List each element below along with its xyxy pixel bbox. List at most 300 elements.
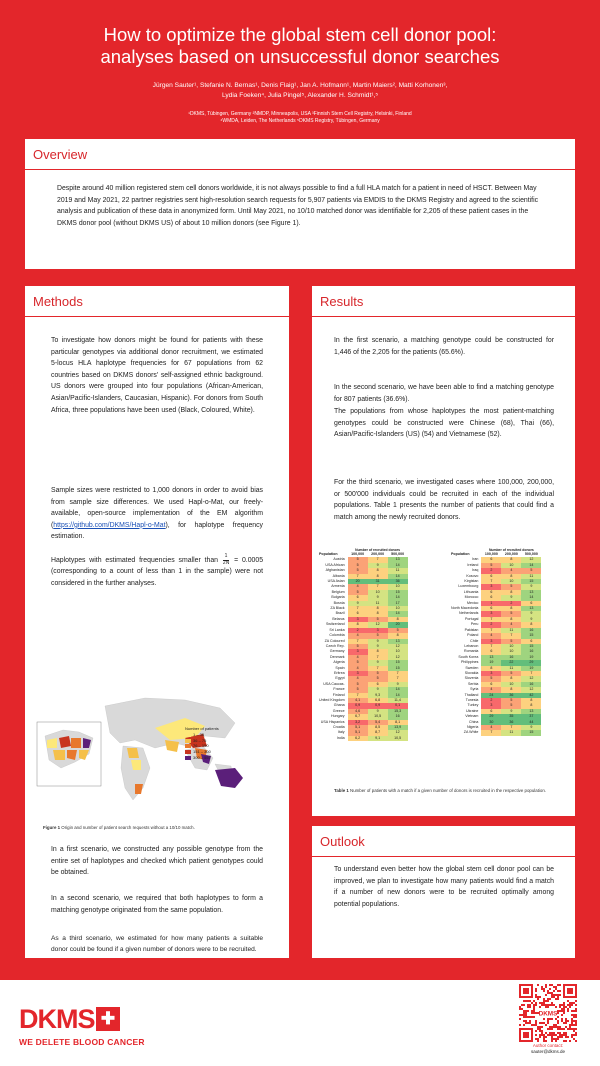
match-count-cell: 15	[388, 590, 408, 595]
match-count-cell: 7	[348, 639, 368, 644]
match-count-cell: 31	[368, 579, 388, 584]
match-count-cell: 14	[388, 687, 408, 692]
match-count-cell: 7	[348, 574, 368, 579]
match-count-cell: 12	[388, 730, 408, 735]
match-count-cell: 9	[368, 644, 388, 649]
match-count-cell: 7	[388, 671, 408, 676]
match-count-cell: 4	[348, 584, 368, 589]
match-count-cell: 6,7	[348, 714, 368, 719]
match-count-cell: 8	[501, 590, 521, 595]
population-name: Romania	[463, 649, 479, 654]
match-count-cell: 16	[501, 655, 521, 660]
match-count-cell: 5	[348, 563, 368, 568]
match-count-cell: 0,9	[348, 703, 368, 708]
population-name: Greece	[332, 708, 345, 713]
match-count-cell: 4	[481, 633, 501, 638]
population-name: Egypt	[335, 676, 345, 681]
population-name: USA African	[325, 562, 345, 567]
match-count-cell: 7	[501, 633, 521, 638]
frequency-threshold: = 0.0005	[234, 556, 264, 564]
match-count-cell: 8	[501, 676, 521, 681]
match-count-cell: 6,8	[368, 698, 388, 703]
col-header-population: Population	[319, 552, 338, 556]
population-name: Tunesia	[465, 697, 479, 702]
legend-label: 1 – 35	[193, 731, 205, 737]
match-count-cell: 16	[388, 714, 408, 719]
match-count-cell: 10	[501, 579, 521, 584]
logo-text: DKMS	[19, 1004, 95, 1034]
methods-p2-start: Sample sizes were restricted to 1,000 donors in order to avoid bias from sample size differences. We used Hapl-o-Mat, our freely-available, open-source implementation of the EM algorithm (	[51, 487, 263, 529]
population-name: Serbia	[467, 681, 479, 686]
match-count-cell: 24	[481, 693, 501, 698]
population-name: Nigeria	[466, 725, 479, 729]
match-count-cell: 5,4	[368, 720, 388, 725]
population-name: Luxembourg	[458, 584, 479, 589]
outlook-panel	[312, 826, 575, 958]
match-count-cell: 1	[481, 601, 501, 606]
match-count-cell: 16	[521, 649, 541, 654]
match-count-cell: 8,7	[368, 730, 388, 735]
match-count-cell: 8	[521, 622, 541, 627]
legend-item	[185, 755, 219, 761]
world-map-figure	[35, 688, 261, 822]
methods-paragraph-4: In a first scenario, we constructed any possible genotype from the entire set of haplotypes and checked which patient genotypes could be obtained.	[51, 846, 263, 877]
match-count-cell: 0,1	[388, 703, 408, 708]
col-header-population: Population	[451, 552, 470, 556]
population-name: South Korea	[458, 654, 479, 659]
hapl-o-mat-link[interactable]: https://github.com/DKMS/Hapl-o-Mat	[53, 521, 166, 529]
match-count-cell: 9	[368, 687, 388, 692]
population-name: Spain	[335, 665, 345, 670]
fraction	[223, 554, 229, 566]
match-count-cell: 12	[388, 655, 408, 660]
match-count-cell: 8	[501, 557, 521, 562]
match-count-cell: 12	[388, 644, 408, 649]
match-count-cell: 11	[521, 574, 541, 579]
map-legend	[185, 726, 219, 761]
match-count-cell: 30	[481, 720, 501, 725]
match-count-cell: 5	[388, 628, 408, 633]
match-count-cell: 6	[521, 601, 541, 606]
population-name: Peru	[470, 622, 479, 627]
population-name: India	[336, 735, 345, 740]
population-name: Germany	[329, 649, 345, 654]
match-count-cell: 9	[521, 725, 541, 730]
match-count-cell: 9	[521, 584, 541, 589]
match-count-cell: 15	[521, 633, 541, 638]
match-count-cell: 15	[388, 660, 408, 665]
match-count-cell: 7	[501, 725, 521, 730]
match-count-cell: 13	[388, 557, 408, 562]
match-count-cell: 9	[368, 709, 388, 714]
population-name: Belgium	[331, 589, 345, 594]
match-count-cell: 9	[368, 563, 388, 568]
overview-text: Despite around 40 million registered stem cell donors worldwide, it is not always possible to find a full HLA match for a patient in need of HSCT. Between May 2019 and May 2021, 22 partner registries sent high-resolution search requests for 5,907 patients via EMDIS to the DKMS Registry and agreed to the scientific analysis and publication of these data in anonymized form. Until May 2021, no 10/10 matched donor was identifiable for 2,205 of these patient cases in the DKMS donor pool (without DKMS US) of about 10 million donors (see Figure 1).	[57, 185, 539, 227]
match-count-cell: 10,5	[368, 714, 388, 719]
match-count-cell: 8	[521, 698, 541, 703]
plus-icon: ✚	[96, 1007, 120, 1031]
population-name: Slovenia	[464, 676, 479, 681]
population-name: Czech Rep.	[325, 643, 345, 648]
table-row	[450, 730, 541, 735]
match-count-cell: 11	[388, 568, 408, 573]
match-count-cell: 6	[481, 606, 501, 611]
match-count-cell: 8	[348, 622, 368, 627]
match-count-cell: 3	[348, 671, 368, 676]
match-count-cell: 15	[521, 730, 541, 735]
legend-label: 76 – 150	[193, 743, 209, 749]
match-count-cell: 7	[368, 655, 388, 660]
methods-p3-start: Haplotypes with estimated frequencies smaller than	[51, 556, 218, 564]
qr-code-icon[interactable]	[519, 984, 577, 1042]
population-name: Afghanistan	[325, 568, 345, 573]
match-count-cell: 8	[368, 568, 388, 573]
match-count-cell: 10	[388, 649, 408, 654]
match-count-cell: 6	[368, 682, 388, 687]
match-count-cell: 6	[521, 639, 541, 644]
methods-p3-end: (corresponding to a count of less than 1 in the sample) were not considered in the further analyses.	[51, 568, 263, 588]
match-count-cell: 11	[501, 730, 521, 735]
contact-email[interactable]: sauter@dkms.de	[530, 1049, 566, 1054]
population-name: Ukraine	[465, 708, 479, 713]
match-count-cell: 3,2	[348, 720, 368, 725]
match-count-cell: 11	[501, 628, 521, 633]
title-line-1: How to optimize the global stem cell donor pool:	[103, 24, 497, 45]
match-count-cell: 8	[368, 611, 388, 616]
match-count-cell: 7	[348, 606, 368, 611]
population-name: Algeria	[333, 660, 345, 665]
match-count-cell: 7	[481, 617, 501, 622]
match-count-cell: 14	[388, 563, 408, 568]
match-count-cell: 0,9	[368, 703, 388, 708]
population-name: Bulgaria	[331, 595, 345, 600]
match-count-cell: 9	[368, 660, 388, 665]
match-count-cell: 5	[501, 639, 521, 644]
match-count-cell: 5,1	[348, 730, 368, 735]
match-count-cell: 9	[521, 611, 541, 616]
population-name: Morocco	[464, 595, 479, 600]
match-count-cell: 10	[388, 606, 408, 611]
affiliations	[60, 111, 540, 125]
authors	[40, 81, 560, 101]
population-name: Syria	[470, 687, 479, 692]
match-count-cell: 13,9	[388, 725, 408, 730]
match-count-cell: 15	[521, 579, 541, 584]
match-count-cell: 3	[348, 617, 368, 622]
match-count-cell: 11	[501, 666, 521, 671]
match-count-cell: 6	[481, 709, 501, 714]
match-count-cell: 5	[348, 568, 368, 573]
col-header-500k: 500,000	[524, 552, 538, 556]
fraction-denominator: 2N	[222, 559, 230, 566]
results-paragraph-4: For the third scenario, we investigated cases where 100,000, 200,000, or 500'000 individuals could be recruited in each of the individual populations. Table 1 presents the number of patients that could find a match among the newly recruited donors.	[334, 479, 554, 521]
population-name: Brazil	[335, 611, 345, 616]
population-name: Kirgistan	[464, 579, 479, 584]
match-count-cell: 6	[481, 682, 501, 687]
match-count-cell: 13	[481, 655, 501, 660]
match-count-cell: 4	[501, 568, 521, 573]
match-count-cell: 8	[501, 617, 521, 622]
population-name: Lebanon	[464, 643, 479, 648]
match-count-cell: 6	[481, 557, 501, 562]
match-count-cell: 10	[501, 682, 521, 687]
population-name: USA Hispanics	[320, 719, 345, 724]
divider	[312, 316, 575, 317]
outlook-text: To understand even better how the global stem cell donor pool can be improved, we plan to investigate how many patients would find a match if a number of new donors were to be recruited optimally among potential populations.	[334, 866, 554, 908]
match-count-cell: 4	[481, 725, 501, 730]
match-count-cell: 9,3	[368, 693, 388, 698]
match-count-cell: 5	[521, 568, 541, 573]
legend-label: 300 – 557	[193, 754, 211, 760]
match-count-cell: 15,3	[388, 709, 408, 714]
table-caption-label: Table 1	[334, 788, 349, 793]
match-count-cell: 10,5	[388, 736, 408, 741]
slogan: WE DELETE BLOOD CANCER	[19, 1037, 145, 1047]
match-count-cell: 5	[368, 617, 388, 622]
match-count-cell: 37	[521, 714, 541, 719]
col-header-500k: 500,000	[391, 552, 405, 556]
match-count-cell: 9	[501, 709, 521, 714]
methods-p2-end: ), for haplotype frequency estimation.	[51, 521, 263, 541]
results-heading: Results	[320, 294, 364, 309]
match-count-cell: 9	[388, 682, 408, 687]
match-count-cell: 6,2	[348, 736, 368, 741]
population-name: Slovakia	[464, 670, 479, 675]
match-count-cell: 4	[348, 666, 368, 671]
authors-line-2: Lydia Foeken⁴, Julia Pingel⁵, Alexander H. Schmidt¹,⁵	[221, 92, 379, 99]
match-count-cell: 6	[481, 595, 501, 600]
match-count-cell: 19	[521, 666, 541, 671]
population-name: Bosnia	[333, 600, 345, 605]
match-count-cell: 4	[481, 687, 501, 692]
patient-origin-map	[35, 688, 261, 822]
population-name: Mexico	[466, 600, 479, 605]
match-count-cell: 44	[521, 720, 541, 725]
match-count-cell: 5	[348, 687, 368, 692]
population-name: Ghana	[333, 703, 345, 708]
methods-paragraph-2	[51, 485, 263, 543]
match-count-cell: 6	[348, 611, 368, 616]
match-count-cell: 9,1	[368, 736, 388, 741]
table-group-header: Number of recruited donors	[355, 548, 400, 552]
match-count-cell: 11,4	[388, 698, 408, 703]
match-count-cell: 15	[388, 666, 408, 671]
match-count-cell: 12	[368, 622, 388, 627]
population-name: Lithuania	[463, 589, 479, 594]
affiliations-line-2: ⁴WMDA, Leiden, The Netherlands ⁵DKMS Registry, Tübingen, Germany	[220, 118, 380, 124]
population-name: Turkey	[467, 703, 479, 708]
match-count-cell: 36	[501, 693, 521, 698]
qr-label: DKMS	[538, 1010, 558, 1018]
match-count-cell: 4,6	[348, 709, 368, 714]
match-count-cell: 4	[348, 676, 368, 681]
match-count-cell: 8,5	[368, 725, 388, 730]
match-count-cell: 5	[348, 590, 368, 595]
overview-heading: Overview	[33, 147, 88, 162]
match-count-cell: 10	[368, 590, 388, 595]
match-count-cell: 6	[481, 649, 501, 654]
match-count-cell: 7	[481, 628, 501, 633]
population-name: Kosovo	[466, 573, 479, 578]
population-name: France	[333, 687, 345, 692]
match-count-cell: 3	[481, 639, 501, 644]
col-header-200k: 200,000	[504, 552, 518, 556]
population-name: Iraq	[472, 568, 479, 573]
match-count-cell: 22	[501, 660, 521, 665]
match-count-cell: 2	[348, 628, 368, 633]
match-count-cell: 13	[521, 606, 541, 611]
match-count-cell: 7	[481, 579, 501, 584]
match-count-cell: 2	[481, 698, 501, 703]
match-count-cell: 5,1	[348, 725, 368, 730]
match-count-cell: 5	[368, 633, 388, 638]
col-header-100k: 100,000	[484, 552, 498, 556]
table-caption-text: Number of patients with a match if a given number of donors is recruited in the respective population.	[348, 788, 547, 793]
match-count-cell: 7	[481, 644, 501, 649]
match-count-cell: 36	[501, 720, 521, 725]
population-name: ZA Coloured	[324, 638, 345, 643]
match-count-cell: 5	[501, 611, 521, 616]
divider	[312, 856, 575, 857]
match-count-cell: 13	[388, 639, 408, 644]
match-count-cell: 8	[388, 633, 408, 638]
results-panel	[312, 286, 575, 816]
population-name: ZA White	[463, 730, 479, 735]
population-name: Denmark	[329, 654, 345, 659]
population-name: Croatia	[332, 725, 345, 729]
results-table-left	[318, 548, 408, 741]
match-count-cell: 7	[368, 584, 388, 589]
match-count-cell: 4,1	[348, 698, 368, 703]
population-name: Austria	[333, 557, 345, 562]
match-count-cell: 14	[521, 595, 541, 600]
population-name: Ireland	[467, 562, 479, 567]
population-name: Thailand	[464, 692, 479, 697]
match-count-cell: 7	[388, 676, 408, 681]
results-paragraph-2: In the second scenario, we have been able to find a matching genotype for 807 patients (36.6%).	[334, 384, 554, 403]
match-count-cell: 13	[521, 709, 541, 714]
match-count-cell: 14	[388, 595, 408, 600]
match-count-cell: 2	[501, 601, 521, 606]
methods-paragraph-3	[51, 554, 263, 590]
match-count-cell: 8	[521, 703, 541, 708]
match-count-cell: 12	[521, 557, 541, 562]
population-name: ZA Black	[330, 606, 345, 611]
population-name: Albania	[332, 573, 345, 578]
match-count-cell: 17	[388, 601, 408, 606]
match-count-cell: 3	[481, 584, 501, 589]
match-count-cell: 12	[521, 687, 541, 692]
methods-paragraph-6: As a third scenario, we estimated for how many patients a suitable donor could be found if a given number of donors were to be recruited.	[51, 935, 263, 953]
match-count-cell: 8,1	[388, 720, 408, 725]
legend-label: 151 – 300	[193, 749, 211, 755]
methods-paragraph-1: To investigate how donors might be found for patients with these particular genotypes via additional donor recruitment, we estimated 5-locus HLA haplotype frequencies for 67 populations from 62 countries based on DKMS donors' self-assigned ethnic background. US donors were grouped into four populations (African-American, Asian/Pacific-Islanders, Caucasian, Hispanic). For donors from South Africa, three populations have been used (Black, Coloured, White).	[51, 337, 263, 414]
match-count-cell: 5	[481, 676, 501, 681]
match-count-cell: 15	[521, 644, 541, 649]
match-count-cell: 35	[501, 714, 521, 719]
poster-title	[20, 24, 580, 68]
population-name: United Kingdom	[319, 697, 345, 702]
figure-1-caption	[43, 825, 273, 831]
match-count-cell: 29	[481, 714, 501, 719]
population-name: Netherlands	[458, 611, 479, 616]
results-paragraph-3: The populations from whose haplotypes the most patient-matching genotypes could be constructed were Chinese (68), Thai (66), Asian/Pacific-Islanders (US) (54) and Vietnamese (52).	[334, 408, 554, 439]
dkms-logo	[19, 1005, 120, 1033]
match-count-cell: 10	[501, 563, 521, 568]
title-line-2: analyses based on unsuccessful donor searches	[100, 46, 500, 67]
match-count-cell: 5	[501, 671, 521, 676]
match-count-cell: 29	[521, 660, 541, 665]
population-name: Italy	[337, 730, 345, 735]
figure-caption-text: Origin and number of patient search requests without a 10/10 match.	[60, 825, 195, 830]
match-count-cell: 2	[481, 568, 501, 573]
match-count-cell: 8	[368, 649, 388, 654]
population-name: Vietnam	[465, 714, 479, 719]
match-count-cell: 5	[501, 584, 521, 589]
match-count-cell: 3	[348, 649, 368, 654]
match-count-cell: 19	[521, 655, 541, 660]
fraction-numerator: 1	[224, 553, 228, 559]
population-name: Chile	[470, 638, 479, 643]
match-count-cell: 20	[388, 622, 408, 627]
match-count-cell: 5	[348, 557, 368, 562]
match-count-cell: 8	[388, 617, 408, 622]
match-count-cell: 7	[368, 666, 388, 671]
overview-panel	[25, 139, 575, 269]
population-name: Pakistan	[464, 627, 479, 632]
table-1-caption	[334, 788, 554, 794]
population-name: Poland	[467, 633, 479, 638]
population-name: Sweden	[465, 665, 479, 670]
match-count-cell: 5	[368, 671, 388, 676]
match-count-cell: 42	[521, 693, 541, 698]
match-count-cell: 7	[481, 730, 501, 735]
match-count-cell: 6	[348, 595, 368, 600]
population-name: Iran	[472, 557, 479, 562]
population-name: China	[468, 719, 479, 724]
figure-caption-label: Figure 1	[43, 825, 61, 830]
methods-paragraph-5: In a second scenario, we required that both haplotypes to form a matching genotype originated from the same population.	[51, 895, 263, 914]
divider	[25, 169, 575, 170]
population-name: Hungary	[330, 714, 345, 719]
match-count-cell: 4	[501, 622, 521, 627]
match-count-cell: 9	[368, 595, 388, 600]
population-name: USA Asian	[327, 579, 345, 584]
outlook-heading: Outlook	[320, 834, 365, 849]
match-count-cell: 10	[501, 644, 521, 649]
match-count-cell: 5	[368, 676, 388, 681]
match-count-cell: 14	[388, 574, 408, 579]
match-count-cell: 5	[481, 563, 501, 568]
table-row	[318, 736, 408, 741]
match-count-cell: 19	[481, 660, 501, 665]
match-count-cell: 9	[501, 595, 521, 600]
population-name: Sri Lanka	[329, 627, 345, 632]
match-count-cell: 3	[481, 703, 501, 708]
match-count-cell: 5	[501, 698, 521, 703]
divider	[25, 316, 289, 317]
match-count-cell: 5	[348, 644, 368, 649]
match-count-cell: 4	[348, 633, 368, 638]
results-table-right	[450, 548, 541, 736]
methods-panel	[25, 286, 289, 958]
legend-label: 36 – 75	[193, 737, 207, 743]
match-count-cell: 14	[388, 611, 408, 616]
match-count-cell: 14	[521, 563, 541, 568]
match-count-cell: 5	[348, 682, 368, 687]
match-count-cell: 6	[481, 574, 501, 579]
population-name: Colombia	[329, 633, 345, 638]
